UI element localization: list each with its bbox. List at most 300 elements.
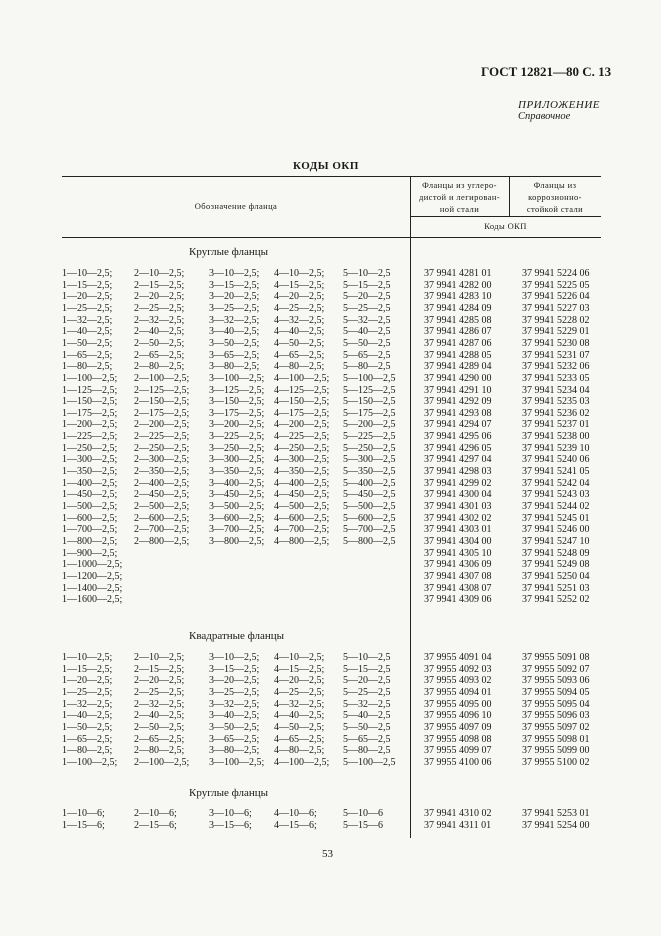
appendix-title: ПРИЛОЖЕНИЕ: [518, 99, 600, 111]
okp-code-corrosion: 37 9941 5249 08: [522, 559, 590, 571]
okp-code-corrosion: 37 9941 5244 02: [522, 501, 590, 512]
flange-designation: 3—50—2,5;: [209, 721, 260, 733]
flange-designation: 1—1000—2,5;: [62, 559, 123, 571]
flange-designation: 1—25—2,5;: [62, 302, 113, 314]
table-row: [0, 280, 661, 292]
carbon-steel-header: Фланцы из углеро- дистой и легирован- ной стали: [418, 180, 501, 214]
section-title: Круглые фланцы: [189, 787, 269, 799]
flange-designation: 4—600—2,5;: [274, 512, 330, 524]
table-row: [0, 419, 661, 431]
okp-code-corrosion: 37 9941 5229 01: [522, 326, 590, 338]
okp-code-carbon: 37 9941 4283 10: [424, 291, 492, 303]
okp-code-carbon: 37 9941 4289 04: [424, 361, 492, 373]
okp-code-carbon: 37 9955 4094 01: [424, 686, 492, 698]
corrosion-steel-header: Фланцы из коррозионно- стойкой стали: [526, 180, 584, 214]
flange-designation: 2—32—2,5;: [134, 314, 185, 326]
flange-designation: 5—450—2,5: [343, 489, 396, 501]
flange-designation: 3—15—2,5;: [209, 279, 260, 291]
table-row: [0, 583, 661, 595]
okp-code-carbon: 37 9941 4295 06: [424, 431, 492, 443]
flange-designation: 1—10—6;: [62, 808, 105, 819]
flange-designation: 3—450—2,5;: [209, 489, 265, 501]
table-row: [0, 710, 661, 722]
okp-code-carbon: 37 9941 4299 02: [424, 477, 492, 489]
okp-code-carbon: 37 9955 4097 09: [424, 721, 492, 733]
flange-designation: 2—350—2,5;: [134, 466, 190, 478]
section-title: Квадратные фланцы: [189, 630, 285, 642]
flange-designation: 4—15—6;: [274, 819, 317, 831]
flange-designation: 3—150—2,5;: [209, 396, 265, 408]
table-row: [0, 501, 661, 513]
flange-designation: 5—225—2,5: [343, 431, 396, 443]
flange-designation: 1—350—2,5;: [62, 466, 118, 478]
flange-designation: 4—400—2,5;: [274, 477, 330, 489]
flange-designation: 4—20—2,5;: [274, 675, 325, 687]
flange-designation: 1—800—2,5;: [62, 535, 118, 547]
okp-code-corrosion: 37 9955 5098 01: [522, 733, 590, 745]
okp-code-carbon: 37 9941 4306 09: [424, 559, 492, 571]
section-title: Круглые фланцы: [189, 246, 269, 258]
okp-code-carbon: 37 9941 4297 04: [424, 454, 492, 466]
table-row: [0, 722, 661, 734]
flange-designation: 5—10—2,5: [343, 652, 391, 663]
table-row: [0, 489, 661, 501]
okp-code-carbon: 37 9955 4099 07: [424, 745, 492, 757]
okp-code-corrosion: 37 9941 5243 03: [522, 489, 590, 501]
flange-designation: 1—500—2,5;: [62, 501, 118, 512]
flange-designation: 4—300—2,5;: [274, 454, 330, 466]
okp-codes-header: Коды ОКП: [484, 221, 527, 231]
okp-code-carbon: 37 9941 4301 03: [424, 501, 492, 512]
standard-header: ГОСТ 12821—80 С. 13: [481, 64, 612, 79]
flange-designation: 4—10—2,5;: [274, 652, 325, 663]
flange-designation: 1—10—2,5;: [62, 268, 113, 279]
flange-designation: 3—15—2,5;: [209, 663, 260, 675]
okp-code-corrosion: 37 9941 5233 05: [522, 372, 590, 384]
flange-designation: 5—500—2,5: [343, 501, 396, 512]
flange-designation: 1—32—2,5;: [62, 314, 113, 326]
flange-designation: 1—50—2,5;: [62, 337, 113, 349]
flange-designation: 3—15—6;: [209, 819, 252, 831]
flange-designation: 1—250—2,5;: [62, 442, 118, 454]
flange-designation: 2—175—2,5;: [134, 407, 190, 419]
flange-designation: 1—40—2,5;: [62, 710, 113, 722]
flange-designation: 3—32—2,5;: [209, 698, 260, 710]
flange-designation: 3—700—2,5;: [209, 524, 265, 536]
flange-designation: 3—225—2,5;: [209, 431, 265, 443]
flange-designation: 4—100—2,5;: [274, 756, 330, 768]
okp-code-carbon: 37 9941 4282 00: [424, 279, 492, 291]
flange-designation: 4—32—2,5;: [274, 698, 325, 710]
flange-designation: 2—600—2,5;: [134, 512, 190, 524]
flange-designation: 1—300—2,5;: [62, 454, 118, 466]
flange-designation: 4—50—2,5;: [274, 721, 325, 733]
table-row: [0, 338, 661, 350]
flange-designation: 2—400—2,5;: [134, 477, 190, 489]
flange-designation: 1—900—2,5;: [62, 547, 118, 559]
flange-designation: 2—20—2,5;: [134, 675, 185, 687]
table-row: [0, 808, 661, 820]
table-row: [0, 571, 661, 583]
flange-designation: 4—125—2,5;: [274, 384, 330, 396]
table-row: [0, 466, 661, 478]
flange-designation: 5—175—2,5: [343, 407, 396, 419]
okp-code-carbon: 37 9941 4305 10: [424, 547, 492, 559]
table-row: [0, 454, 661, 466]
okp-code-corrosion: 37 9941 5254 00: [522, 819, 590, 831]
table-row: [0, 675, 661, 687]
table-row: [0, 373, 661, 385]
flange-designation: 4—25—2,5;: [274, 686, 325, 698]
okp-code-corrosion: 37 9955 5091 08: [522, 652, 590, 663]
okp-code-corrosion: 37 9941 5248 09: [522, 547, 590, 559]
okp-code-carbon: 37 9941 4290 00: [424, 372, 492, 384]
flange-designation: 4—100—2,5;: [274, 372, 330, 384]
okp-code-carbon: 37 9941 4302 02: [424, 512, 492, 524]
flange-designation: 2—50—2,5;: [134, 721, 185, 733]
okp-code-carbon: 37 9955 4091 04: [424, 652, 492, 663]
flange-designation: 5—700—2,5: [343, 524, 396, 536]
okp-code-corrosion: 37 9941 5253 01: [522, 808, 590, 819]
flange-designation: 2—40—2,5;: [134, 326, 185, 338]
okp-code-corrosion: 37 9955 5093 06: [522, 675, 590, 687]
flange-designation: 3—25—2,5;: [209, 686, 260, 698]
okp-code-carbon: 37 9955 4092 03: [424, 663, 492, 675]
okp-code-corrosion: 37 9941 5241 05: [522, 466, 590, 478]
flange-designation: 2—10—2,5;: [134, 652, 185, 663]
flange-designation: 3—125—2,5;: [209, 384, 265, 396]
table-row: [0, 548, 661, 560]
header-bottom-rule: [62, 237, 601, 238]
flange-designation: 2—80—2,5;: [134, 361, 185, 373]
flange-designation: 1—20—2,5;: [62, 675, 113, 687]
flange-designation: 5—50—2,5: [343, 337, 391, 349]
flange-designation: 1—100—2,5;: [62, 372, 118, 384]
table-row: [0, 536, 661, 548]
okp-code-corrosion: 37 9941 5231 07: [522, 349, 590, 361]
flange-designation: 4—350—2,5;: [274, 466, 330, 478]
okp-code-corrosion: 37 9941 5225 05: [522, 279, 590, 291]
flange-designation: 3—10—2,5;: [209, 268, 260, 279]
okp-code-carbon: 37 9941 4288 05: [424, 349, 492, 361]
table-row: [0, 820, 661, 832]
flange-designation: 1—15—2,5;: [62, 279, 113, 291]
table-row: [0, 559, 661, 571]
okp-code-corrosion: 37 9941 5227 03: [522, 302, 590, 314]
flange-designation: 4—80—2,5;: [274, 745, 325, 757]
flange-designation: 2—15—2,5;: [134, 279, 185, 291]
flange-designation: 1—1200—2,5;: [62, 570, 123, 582]
page-number: 53: [322, 848, 333, 860]
flange-designation: 1—450—2,5;: [62, 489, 118, 501]
flange-designation: 5—350—2,5: [343, 466, 396, 478]
flange-designation: 3—65—2,5;: [209, 349, 260, 361]
okp-code-carbon: 37 9941 4296 05: [424, 442, 492, 454]
flange-designation: 2—80—2,5;: [134, 745, 185, 757]
flange-designation: 1—1600—2,5;: [62, 594, 123, 606]
okp-code-corrosion: 37 9941 5251 03: [522, 582, 590, 594]
flange-designation: 4—15—2,5;: [274, 663, 325, 675]
flange-designation: 4—40—2,5;: [274, 710, 325, 722]
table-row: [0, 385, 661, 397]
table-top-rule: [62, 176, 601, 177]
flange-designation: 4—150—2,5;: [274, 396, 330, 408]
flange-designation: 4—250—2,5;: [274, 442, 330, 454]
okp-code-carbon: 37 9941 4300 04: [424, 489, 492, 501]
okp-code-carbon: 37 9941 4294 07: [424, 419, 492, 431]
okp-code-corrosion: 37 9941 5224 06: [522, 268, 590, 279]
flange-designation: 1—80—2,5;: [62, 361, 113, 373]
okp-code-carbon: 37 9941 4308 07: [424, 582, 492, 594]
okp-code-carbon: 37 9941 4291 10: [424, 384, 492, 396]
okp-code-carbon: 37 9941 4307 08: [424, 570, 492, 582]
flange-designation: 5—250—2,5: [343, 442, 396, 454]
flange-designation: 2—800—2,5;: [134, 535, 190, 547]
okp-code-carbon: 37 9955 4096 10: [424, 710, 492, 722]
flange-designation: 2—100—2,5;: [134, 756, 190, 768]
okp-code-corrosion: 37 9955 5100 02: [522, 756, 590, 768]
flange-designation: 1—400—2,5;: [62, 477, 118, 489]
flange-designation: 5—65—2,5: [343, 349, 391, 361]
flange-designation: 3—40—2,5;: [209, 710, 260, 722]
okp-code-corrosion: 37 9941 5252 02: [522, 594, 590, 606]
flange-designation: 4—10—6;: [274, 808, 317, 819]
flange-designation: 1—65—2,5;: [62, 349, 113, 361]
flange-designation: 5—25—2,5: [343, 686, 391, 698]
designation-header: Обозначение фланца: [194, 201, 278, 211]
flange-designation: 1—225—2,5;: [62, 431, 118, 443]
okp-code-carbon: 37 9941 4298 03: [424, 466, 492, 478]
flange-designation: 3—300—2,5;: [209, 454, 265, 466]
table-row: [0, 350, 661, 362]
flange-designation: 1—600—2,5;: [62, 512, 118, 524]
table-row: [0, 478, 661, 490]
okp-code-corrosion: 37 9941 5247 10: [522, 535, 590, 547]
table-row: [0, 687, 661, 699]
flange-designation: 5—600—2,5: [343, 512, 396, 524]
flange-designation: 5—80—2,5: [343, 361, 391, 373]
flange-designation: 5—65—2,5: [343, 733, 391, 745]
flange-designation: 1—15—2,5;: [62, 663, 113, 675]
table-row: [0, 664, 661, 676]
flange-designation: 3—80—2,5;: [209, 361, 260, 373]
flange-designation: 3—40—2,5;: [209, 326, 260, 338]
flange-designation: 5—32—2,5: [343, 698, 391, 710]
flange-designation: 2—40—2,5;: [134, 710, 185, 722]
table-row: [0, 757, 661, 769]
table-row: [0, 361, 661, 373]
okp-code-corrosion: 37 9941 5237 01: [522, 419, 590, 431]
flange-designation: 1—65—2,5;: [62, 733, 113, 745]
flange-designation: 4—50—2,5;: [274, 337, 325, 349]
flange-designation: 4—20—2,5;: [274, 291, 325, 303]
flange-designation: 4—15—2,5;: [274, 279, 325, 291]
flange-designation: 3—400—2,5;: [209, 477, 265, 489]
okp-code-carbon: 37 9955 4098 08: [424, 733, 492, 745]
table-row: [0, 431, 661, 443]
table-row: [0, 326, 661, 338]
flange-designation: 2—500—2,5;: [134, 501, 190, 512]
flange-designation: 3—350—2,5;: [209, 466, 265, 478]
flange-designation: 2—25—2,5;: [134, 302, 185, 314]
flange-designation: 2—10—2,5;: [134, 268, 185, 279]
flange-designation: 5—150—2,5: [343, 396, 396, 408]
flange-designation: 3—65—2,5;: [209, 733, 260, 745]
okp-code-corrosion: 37 9941 5228 02: [522, 314, 590, 326]
okp-code-carbon: 37 9955 4093 02: [424, 675, 492, 687]
flange-designation: 1—1400—2,5;: [62, 582, 123, 594]
flange-designation: 3—32—2,5;: [209, 314, 260, 326]
flange-designation: 2—100—2,5;: [134, 372, 190, 384]
flange-designation: 1—700—2,5;: [62, 524, 118, 536]
table-row: [0, 734, 661, 746]
flange-designation: 1—40—2,5;: [62, 326, 113, 338]
okp-code-corrosion: 37 9941 5250 04: [522, 570, 590, 582]
okp-code-corrosion: 37 9941 5234 04: [522, 384, 590, 396]
flange-designation: 1—150—2,5;: [62, 396, 118, 408]
flange-designation: 4—175—2,5;: [274, 407, 330, 419]
table-row: [0, 594, 661, 606]
table-row: [0, 315, 661, 327]
flange-designation: 4—225—2,5;: [274, 431, 330, 443]
flange-designation: 2—200—2,5;: [134, 419, 190, 431]
flange-designation: 5—20—2,5: [343, 291, 391, 303]
flange-designation: 3—175—2,5;: [209, 407, 265, 419]
flange-designation: 2—700—2,5;: [134, 524, 190, 536]
flange-designation: 3—10—6;: [209, 808, 252, 819]
flange-designation: 1—10—2,5;: [62, 652, 113, 663]
flange-designation: 2—65—2,5;: [134, 733, 185, 745]
flange-designation: 4—200—2,5;: [274, 419, 330, 431]
flange-designation: 1—100—2,5;: [62, 756, 118, 768]
flange-designation: 1—125—2,5;: [62, 384, 118, 396]
okp-code-carbon: 37 9941 4303 01: [424, 524, 492, 536]
flange-designation: 1—200—2,5;: [62, 419, 118, 431]
okp-code-corrosion: 37 9941 5235 03: [522, 396, 590, 408]
flange-designation: 3—500—2,5;: [209, 501, 265, 512]
flange-designation: 4—700—2,5;: [274, 524, 330, 536]
flange-designation: 4—450—2,5;: [274, 489, 330, 501]
flange-designation: 2—65—2,5;: [134, 349, 185, 361]
flange-designation: 1—80—2,5;: [62, 745, 113, 757]
flange-designation: 5—25—2,5: [343, 302, 391, 314]
flange-designation: 3—20—2,5;: [209, 291, 260, 303]
flange-designation: 1—20—2,5;: [62, 291, 113, 303]
flange-designation: 4—40—2,5;: [274, 326, 325, 338]
flange-designation: 4—25—2,5;: [274, 302, 325, 314]
okp-code-corrosion: 37 9955 5096 03: [522, 710, 590, 722]
flange-designation: 4—65—2,5;: [274, 349, 325, 361]
flange-designation: 5—400—2,5: [343, 477, 396, 489]
flange-designation: 3—200—2,5;: [209, 419, 265, 431]
flange-designation: 4—10—2,5;: [274, 268, 325, 279]
okp-code-corrosion: 37 9955 5097 02: [522, 721, 590, 733]
flange-designation: 5—200—2,5: [343, 419, 396, 431]
flange-designation: 5—20—2,5: [343, 675, 391, 687]
okp-code-corrosion: 37 9955 5099 00: [522, 745, 590, 757]
okp-code-carbon: 37 9941 4311 01: [424, 819, 492, 831]
table-row: [0, 524, 661, 536]
table-row: [0, 699, 661, 711]
flange-designation: 5—300—2,5: [343, 454, 396, 466]
okp-code-corrosion: 37 9941 5246 00: [522, 524, 590, 536]
okp-code-carbon: 37 9941 4292 09: [424, 396, 492, 408]
okp-code-carbon: 37 9941 4310 02: [424, 808, 492, 819]
flange-designation: 5—10—6: [343, 808, 383, 819]
flange-designation: 4—32—2,5;: [274, 314, 325, 326]
okp-code-corrosion: 37 9941 5232 06: [522, 361, 590, 373]
flange-designation: 2—15—6;: [134, 819, 177, 831]
okp-code-carbon: 37 9941 4286 07: [424, 326, 492, 338]
flange-designation: 5—80—2,5: [343, 745, 391, 757]
flange-designation: 1—25—2,5;: [62, 686, 113, 698]
flange-designation: 5—15—2,5: [343, 663, 391, 675]
flange-designation: 5—100—2,5: [343, 372, 396, 384]
flange-designation: 5—100—2,5: [343, 756, 396, 768]
okp-code-carbon: 37 9941 4281 01: [424, 268, 492, 279]
flange-designation: 3—800—2,5;: [209, 535, 265, 547]
okp-code-corrosion: 37 9955 5094 05: [522, 686, 590, 698]
table-row: [0, 291, 661, 303]
flange-designation: 3—50—2,5;: [209, 337, 260, 349]
flange-designation: 5—800—2,5: [343, 535, 396, 547]
okp-code-carbon: 37 9941 4284 09: [424, 302, 492, 314]
okp-code-corrosion: 37 9941 5238 00: [522, 431, 590, 443]
flange-designation: 1—15—6;: [62, 819, 105, 831]
table-row: [0, 443, 661, 455]
table-row: [0, 396, 661, 408]
okp-code-corrosion: 37 9941 5230 08: [522, 337, 590, 349]
flange-designation: 1—32—2,5;: [62, 698, 113, 710]
appendix-subtitle: Справочное: [518, 111, 571, 122]
flange-designation: 3—250—2,5;: [209, 442, 265, 454]
flange-designation: 2—250—2,5;: [134, 442, 190, 454]
flange-designation: 2—32—2,5;: [134, 698, 185, 710]
okp-code-carbon: 37 9941 4287 06: [424, 337, 492, 349]
flange-designation: 3—600—2,5;: [209, 512, 265, 524]
okp-code-carbon: 37 9941 4285 08: [424, 314, 492, 326]
flange-designation: 5—125—2,5: [343, 384, 396, 396]
okp-code-corrosion: 37 9941 5236 02: [522, 407, 590, 419]
flange-designation: 1—175—2,5;: [62, 407, 118, 419]
table-row: [0, 652, 661, 664]
flange-designation: 5—15—6: [343, 819, 383, 831]
flange-designation: 4—80—2,5;: [274, 361, 325, 373]
okp-code-corrosion: 37 9941 5240 06: [522, 454, 590, 466]
flange-designation: 5—15—2,5: [343, 279, 391, 291]
flange-designation: 4—800—2,5;: [274, 535, 330, 547]
flange-designation: 5—40—2,5: [343, 326, 391, 338]
flange-designation: 2—450—2,5;: [134, 489, 190, 501]
okp-code-carbon: 37 9941 4293 08: [424, 407, 492, 419]
table-row: [0, 513, 661, 525]
okp-code-carbon: 37 9941 4304 00: [424, 535, 492, 547]
table-row: [0, 408, 661, 420]
header-inner-rule: [410, 216, 601, 217]
okp-code-corrosion: 37 9955 5095 04: [522, 698, 590, 710]
okp-code-corrosion: 37 9941 5245 01: [522, 512, 590, 524]
table-row: [0, 303, 661, 315]
flange-designation: 3—100—2,5;: [209, 372, 265, 384]
flange-designation: 2—15—2,5;: [134, 663, 185, 675]
flange-designation: 2—50—2,5;: [134, 337, 185, 349]
flange-designation: 2—150—2,5;: [134, 396, 190, 408]
okp-code-corrosion: 37 9941 5226 04: [522, 291, 590, 303]
okp-code-corrosion: 37 9941 5239 10: [522, 442, 590, 454]
flange-designation: 2—20—2,5;: [134, 291, 185, 303]
flange-designation: 2—300—2,5;: [134, 454, 190, 466]
flange-designation: 5—10—2,5: [343, 268, 391, 279]
